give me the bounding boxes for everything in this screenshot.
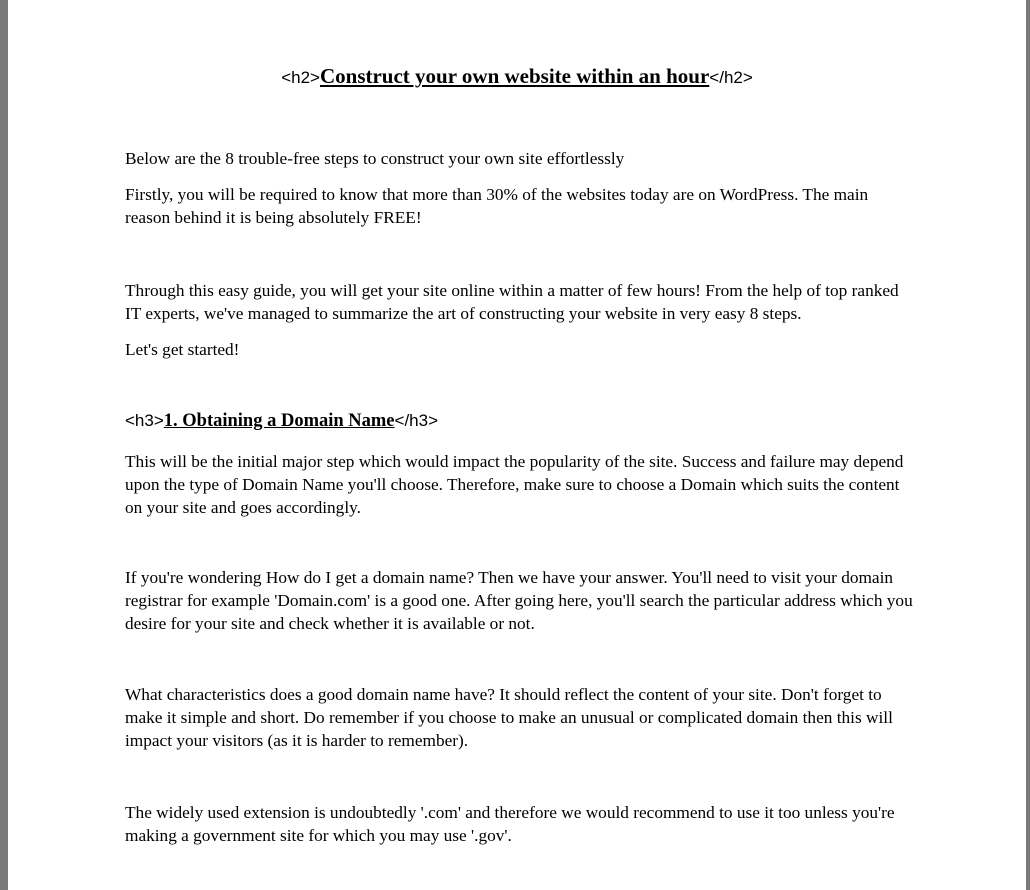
title-open-tag: <h2> bbox=[281, 68, 320, 87]
section-paragraph: The widely used extension is undoubtedly '.com' and therefore we would recommend to use it too unless you're making a government site for which you may use '.gov'. bbox=[125, 803, 895, 845]
title-close-tag: </h2> bbox=[709, 68, 753, 87]
heading-open-tag: <h3> bbox=[125, 411, 164, 430]
page-title bbox=[8, 64, 1026, 89]
intro-paragraph: Through this easy guide, you will get your site online within a matter of few hours! From the help of top ranked IT experts, we've managed to summarize the art of constructing your website in very easy 8 steps. bbox=[125, 281, 899, 323]
document-page bbox=[8, 0, 1026, 890]
section-paragraph: If you're wondering How do I get a domain name? Then we have your answer. You'll need to visit your domain registrar for example 'Domain.com' is a good one. After going here, you'll search the particular address which you desire for your site and check whether it is available or not. bbox=[125, 568, 913, 633]
section-paragraph: What characteristics does a good domain name have? It should reflect the content of your site. Don't forget to make it simple and short. Do remember if you choose to make an unusual or complicated domain then this will impact your visitors (as it is harder to remember). bbox=[125, 685, 893, 750]
intro-paragraph: Firstly, you will be required to know that more than 30% of the websites today are on WordPress. The main reason behind it is being absolutely FREE! bbox=[125, 185, 869, 227]
title-text: Construct your own website within an hour bbox=[319, 64, 710, 88]
heading-close-tag: </h3> bbox=[394, 411, 439, 430]
heading-text: 1. Obtaining a Domain Name bbox=[163, 411, 395, 431]
intro-paragraph: Below are the 8 trouble-free steps to construct your own site effortlessly bbox=[125, 149, 625, 168]
section-paragraph: This will be the initial major step which would impact the popularity of the site. Success and failure may depend upon the type of Domain Name you'll choose. Therefore, make sure to choose a Domain which suits the content on your site and goes accordingly. bbox=[125, 452, 904, 517]
intro-paragraph: Let's get started! bbox=[125, 340, 240, 359]
section-heading bbox=[125, 411, 438, 432]
